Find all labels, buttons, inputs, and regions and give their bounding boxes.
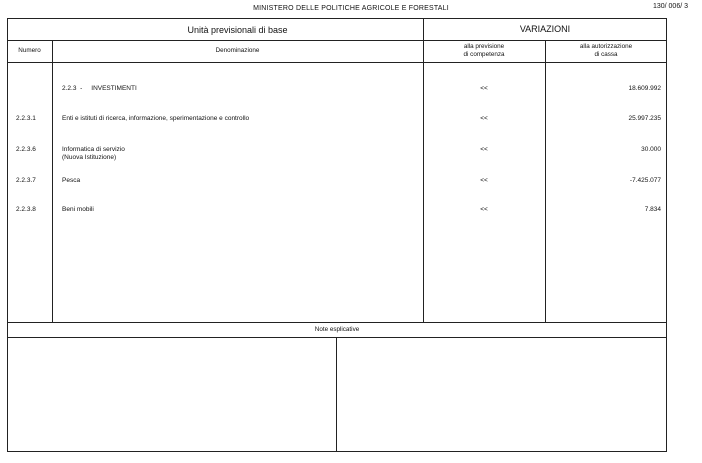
ministry-title: MINISTERO DELLE POLITICHE AGRICOLE E FORESTALI bbox=[253, 5, 449, 12]
table-row-3-competenza: << bbox=[480, 177, 488, 184]
table-row-1-denominazione: Enti e istituti di ricerca, informazione, sperimentazione e controllo bbox=[62, 115, 250, 122]
col-header-cassa-line1: alla autorizzazione bbox=[579, 43, 633, 50]
table-row-0-denominazione: 2.2.3 - INVESTIMENTI bbox=[62, 85, 137, 92]
table-row-1-numero: 2.2.3.1 bbox=[16, 115, 36, 122]
notes-left-box bbox=[8, 338, 336, 451]
col-divider-numero bbox=[52, 40, 53, 322]
table-row-2-numero: 2.2.3.6 bbox=[16, 146, 36, 153]
page-reference: 130/ 006/ 3 bbox=[652, 3, 688, 10]
table-row-4-denominazione: Beni mobili bbox=[62, 206, 94, 213]
table-row-0-cassa: 18.609.992 bbox=[628, 85, 661, 92]
table-row-4-cassa: 7.834 bbox=[644, 206, 661, 213]
header-divider-1 bbox=[7, 40, 667, 41]
col-header-competenza bbox=[423, 43, 545, 58]
table-row-3-cassa: -7.425.077 bbox=[629, 177, 661, 184]
table-row-2-competenza: << bbox=[480, 146, 488, 153]
col-header-cassa bbox=[545, 43, 667, 58]
group-header-variazioni: VARIAZIONI bbox=[519, 24, 571, 34]
table-row-3-numero: 2.2.3.7 bbox=[16, 177, 36, 184]
group-header-unita: Unità previsionali di base bbox=[187, 25, 288, 35]
table-bottom-line bbox=[7, 322, 667, 323]
table-row-2-denominazione: Informatica di servizio bbox=[62, 146, 125, 153]
table-row-0-competenza: << bbox=[480, 85, 488, 92]
col-header-denominazione: Denominazione bbox=[215, 47, 260, 54]
table-row-4-numero: 2.2.3.8 bbox=[16, 206, 36, 213]
col-header-numero: Numero bbox=[18, 47, 41, 54]
col-header-competenza-line1: alla previsione bbox=[463, 43, 505, 50]
table-row-4-competenza: << bbox=[480, 206, 488, 213]
table-row-1-competenza: << bbox=[480, 115, 488, 122]
notes-right-box bbox=[337, 338, 666, 451]
notes-title: Note esplicative bbox=[314, 326, 360, 333]
table-row-2-denominazione-note: (Nuova Istituzione) bbox=[62, 154, 117, 161]
table-row-2-cassa: 30.000 bbox=[641, 146, 661, 153]
table-row-3-denominazione: Pesca bbox=[62, 177, 81, 184]
header-divider-2 bbox=[7, 62, 667, 63]
col-header-competenza-line2: di competenza bbox=[463, 50, 505, 58]
col-divider-variazioni bbox=[423, 18, 424, 322]
col-header-cassa-line2: di cassa bbox=[594, 50, 618, 58]
table-row-1-cassa: 25.997.235 bbox=[628, 115, 661, 122]
